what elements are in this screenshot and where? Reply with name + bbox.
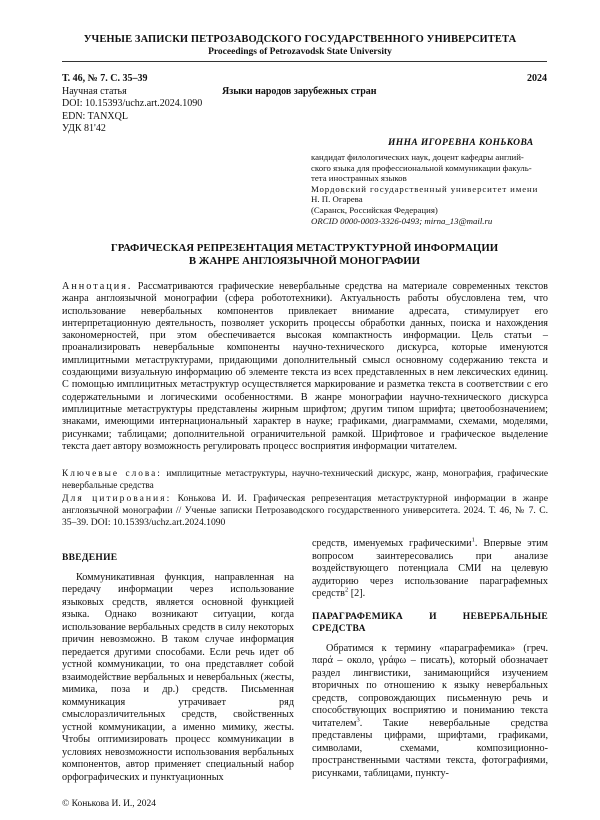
orcid-email[interactable]: ORCID 0000-0003-3326-0493; mirna_13@mail.ru bbox=[311, 215, 493, 226]
affil-line: кандидат филологических наук, доцент кафедры англий- bbox=[311, 152, 524, 162]
right-column bbox=[312, 538, 548, 780]
author-affiliation bbox=[311, 152, 551, 226]
copyright: © Конькова И. И., 2024 bbox=[62, 799, 157, 809]
footnote-ref[interactable]: 2 bbox=[344, 586, 349, 594]
footnote-ref[interactable]: 1 bbox=[471, 536, 475, 544]
header-rule bbox=[62, 61, 547, 62]
doi[interactable]: DOI: 10.15393/uchz.art.2024.1090 bbox=[62, 98, 203, 110]
title-line: В ЖАНРЕ АНГЛОЯЗЫЧНОЙ МОНОГРАФИИ bbox=[188, 255, 421, 267]
article-meta bbox=[62, 86, 202, 135]
citation-label: Для цитирования: bbox=[62, 493, 172, 504]
section-heading: ПАРАГРАФЕМИКА И НЕВЕРБАЛЬНЫЕ СРЕДСТВА bbox=[312, 611, 548, 634]
article-title bbox=[62, 242, 547, 268]
journal-title-en: Proceedings of Petrozavodsk State University bbox=[208, 47, 392, 57]
intro-heading: ВВЕДЕНИЕ bbox=[62, 553, 118, 563]
affil-line: (Саранск, Российская Федерация) bbox=[311, 204, 438, 215]
section-text: Обратимся к термину «параграфемика» (греч. παρά – около, γράφω – писать), который обозначает раздел лингвистики, занимающийся изучением вторичных по отношению к языку невербальных средств, сопровождающих письменную речь и способствующих восприятию и пониманию текста читателем$^3$. Такие невербальные средства представлены цифрами, шрифтами, графиками, символами, схемами, композиционно-пространственными частями текста, фотографиями, рисунками, таблицами, пункту- bbox=[312, 642, 548, 779]
intro-column bbox=[62, 552, 294, 784]
footnote-ref[interactable]: 3 bbox=[356, 716, 360, 724]
keywords-label: Ключевые слова: bbox=[62, 469, 162, 479]
title-line: ГРАФИЧЕСКАЯ РЕПРЕЗЕНТАЦИЯ МЕТАСТРУКТУРНОЙ ИНФОРМАЦИИ bbox=[110, 242, 499, 254]
affil-line: Мордовский государственный университет имени bbox=[311, 183, 539, 194]
edn: EDN: TANXQL bbox=[62, 110, 128, 122]
keywords bbox=[62, 469, 548, 492]
abstract-label: Аннотация. bbox=[62, 281, 133, 292]
keywords-text: имплицитные метаструктуры, научно-технический дискурс, жанр, монография, графические невербальные средства bbox=[62, 469, 548, 491]
citation-text: Конькова И. И. Графическая репрезентация метаструктурной информации в жанре англоязычной монографии // Ученые записки Петрозаводского государственного университета. 2024. Т. 46, № 7. С. 35–39. DOI: 10.15393/uchz.art.2024.1090 bbox=[62, 493, 548, 528]
affil-line: тета иностранных языков bbox=[311, 173, 407, 184]
journal-title: УЧЕНЫЕ ЗАПИСКИ ПЕТРОЗАВОДСКОГО ГОСУДАРСТВЕННОГО УНИВЕРСИТЕТА bbox=[83, 34, 517, 45]
udc: УДК 81'42 bbox=[62, 122, 106, 134]
year: 2024 bbox=[527, 73, 547, 84]
section-title: Языки народов зарубежных стран bbox=[222, 86, 377, 97]
volume-info: Т. 46, № 7. С. 35–39 bbox=[62, 73, 148, 84]
article-type: Научная статья bbox=[62, 86, 127, 97]
author-name: ИННА ИГОРЕВНА КОНЬКОВА bbox=[388, 138, 534, 148]
abstract-text: Рассматриваются графические невербальные средства на материале современных текстов жанра англоязычной монографии (сфера робототехники). Актуальность работы обусловлена тем, что использование невербальных компонентов привлекает внимание адресата, стимулирует его интерпретационную деятельность, позволяет ускорить процессы обработки данных, поиска и нахождения закономерностей, при этом обеспечивается высокая компактность информации. Цель статьи – проанализировать невербальные компоненты научно-технического дискурса, которые именуются имплицитными метаструктурами, придающими дополнительный смысл основному содержанию текста и создающими визуальную информацию об элементе текста из всех представленных в нем лексических единиц. С помощью имплицитных метаструктур осуществляется маркирование и разметка текста в соответствии с его содержательными и логическими особенностями. В жанре монографии научно-технического дискурса имплицитные метаструктуры представлены жирным шрифтом; другим типом шрифта; цветообозначением; знаками, имеющими интернациональный характер в науке; графиками, диаграммами, схемами, моделями, рисунками; таблицами; дополнительной ограничительной рамкой. Шрифтовое и графическое выделение текста дает автору возможность регулировать процесс восприятия информации читателем. bbox=[62, 281, 548, 452]
abstract bbox=[62, 281, 548, 453]
citation bbox=[62, 493, 548, 528]
intro-text: Коммуникативная функция, направленная на передачу информации через использование языковых средств, является основной функцией языка. Однако возникают ситуации, когда использование вербальных средств в силу некоторых причин невозможно. В таком случае информация передается другими способами. Если речь идет об устной коммуникации, то она представляет собой взаимодействие вербальных и невербальных (жесты, мимика, поза и др.) средств. Письменная коммуникация утрачивает ряд смыслоразличительных средств, свойственных устной коммуникации, а именно мимику, жесты. Чтобы оптимизировать процесс коммуникации в условиях невозможности использования вербальных компонентов, автор применяет специальный набор орфографических и пунктуационных bbox=[62, 571, 294, 783]
continued-text: средств, именуемых графическими$^1$. Впервые этим вопросом заинтересовались при анализе воздействующего потенциала СМИ на целевую аудиторию через использование параграфемных средств$^2$ [2]. bbox=[312, 536, 549, 599]
affil-line: Н. П. Огарева bbox=[311, 194, 363, 205]
affil-line: ского языка для профессиональной коммуникации факуль- bbox=[311, 162, 532, 173]
